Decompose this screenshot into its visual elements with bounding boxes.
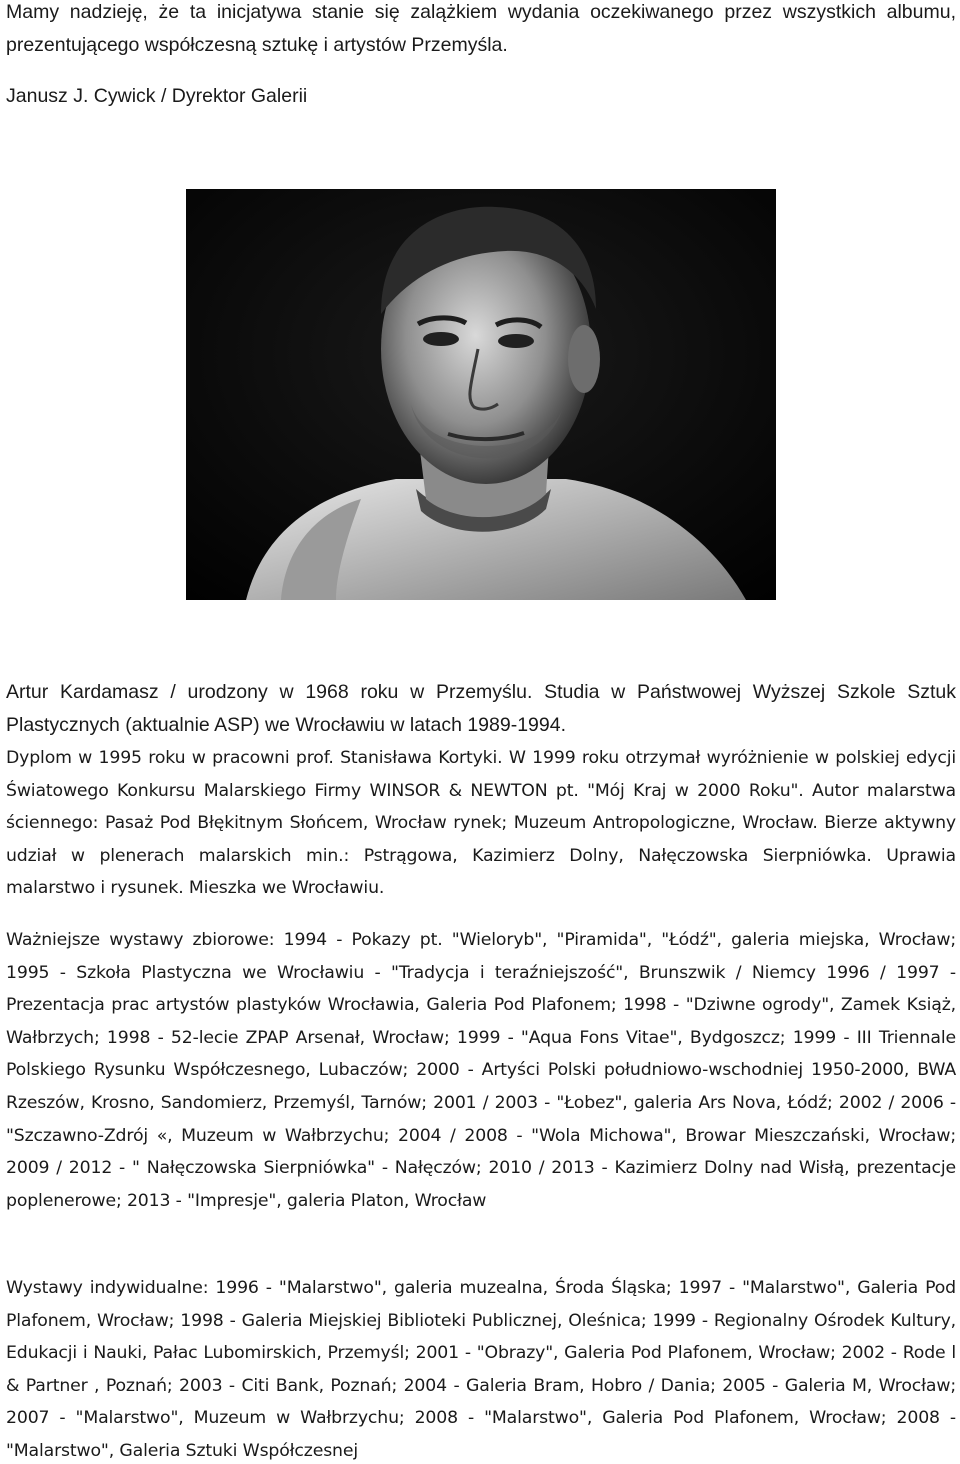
signature-line: Janusz J. Cywick / Dyrektor Galerii: [6, 85, 308, 107]
solo-exhibitions-paragraph: Wystawy indywidualne: 1996 - "Malarstwo", galeria muzealna, Środa Śląska; 1997 - "Malarstwo", Galeria Pod Plafonem, Wrocław; 1998 - Galeria Miejskiej Biblioteki Publicznej, Oleśnica; 1999 - Regionalny Ośrodek Kultury, Edukacji i Nauki, Pałac Lubomirskich, Przemyśl; 2001 - "Obrazy", Galeria Pod Plafonem, Wrocław; 2002 - Rode l & Partner , Poznań; 2003 - Citi Bank, Poznań; 2004 - Galeria Bram, Hobro / Dania; 2005 - Galeria M, Wrocław; 2007 - "Malarstwo", Muzeum w Wałbrzychu; 2008 - "Malarstwo", Galeria Pod Plafonem, Wrocław; 2008 - "Malarstwo", Galeria Sztuki Współczesnej: [6, 1278, 956, 1461]
artist-portrait-photo: [186, 189, 776, 600]
intro-paragraph: Mamy nadzieję, że ta inicjatywa stanie się zalążkiem wydania oczekiwanego przez wszystkich albumu, prezentującego współczesną sztukę i artystów Przemyśla.: [6, 1, 956, 56]
bio-paragraph-intro: Artur Kardamasz / urodzony w 1968 roku w Przemyślu. Studia w Państwowej Wyższej Szkole Sztuk Plastycznych (aktualnie ASP) we Wrocławiu w latach 1989-1994.: [6, 681, 956, 736]
group-exhibitions-paragraph: Ważniejsze wystawy zbiorowe: 1994 - Pokazy pt. "Wieloryb", "Piramida", "Łódź", galeria miejska, Wrocław; 1995 - Szkoła Plastyczna we Wrocławiu - "Tradycja i teraźniejszość", Brunszwik / Niemcy 1996 / 1997 - Prezentacja prac artystów plastyków Wrocławia, Galeria Pod Plafonem; 1998 - "Dziwne ogrody", Zamek Książ, Wałbrzych; 1998 - 52-lecie ZPAP Arsenał, Wrocław; 1999 - "Aqua Fons Vitae", Bydgoszcz; 1999 - III Triennale Polskiego Rysunku Współczesnego, Lubaczów; 2000 - Artyści Polski południowo-wschodniej 1950-2000, BWA Rzeszów, Krosno, Sandomierz, Przemyśl, Tarnów; 2001 / 2003 - "Łobez", galeria Ars Nova, Łódź; 2002 / 2006 - "Szczawno-Zdrój «, Muzeum w Wałbrzychu; 2004 / 2008 - "Wola Michowa", Browar Mieszczański, Wrocław; 2009 / 2012 - " Nałęczowska Sierpniówka" - Nałęczów; 2010 / 2013 - Kazimierz Dolny nad Wisłą, prezentacje poplenerowe; 2013 - "Impresje", galeria Platon, Wrocław: [6, 930, 956, 1211]
portrait-illustration: [186, 189, 776, 600]
bio-paragraph-details: Dyplom w 1995 roku w pracowni prof. Stanisława Kortyki. W 1999 roku otrzymał wyróżnienie w polskiej edycji Światowego Konkursu Malarskiego Firmy WINSOR & NEWTON pt. "Mój Kraj w 2000 Roku". Autor malarstwa ściennego: Pasaż Pod Błękitnym Słońcem, Wrocław rynek; Muzeum Antropologiczne, Wrocław. Bierze aktywny udział w plenerach malarskich min.: Pstrągowa, Kazimierz Dolny, Nałęczowska Sierpniówka. Uprawia malarstwo i rysunek. Mieszka we Wrocławiu.: [6, 748, 956, 899]
